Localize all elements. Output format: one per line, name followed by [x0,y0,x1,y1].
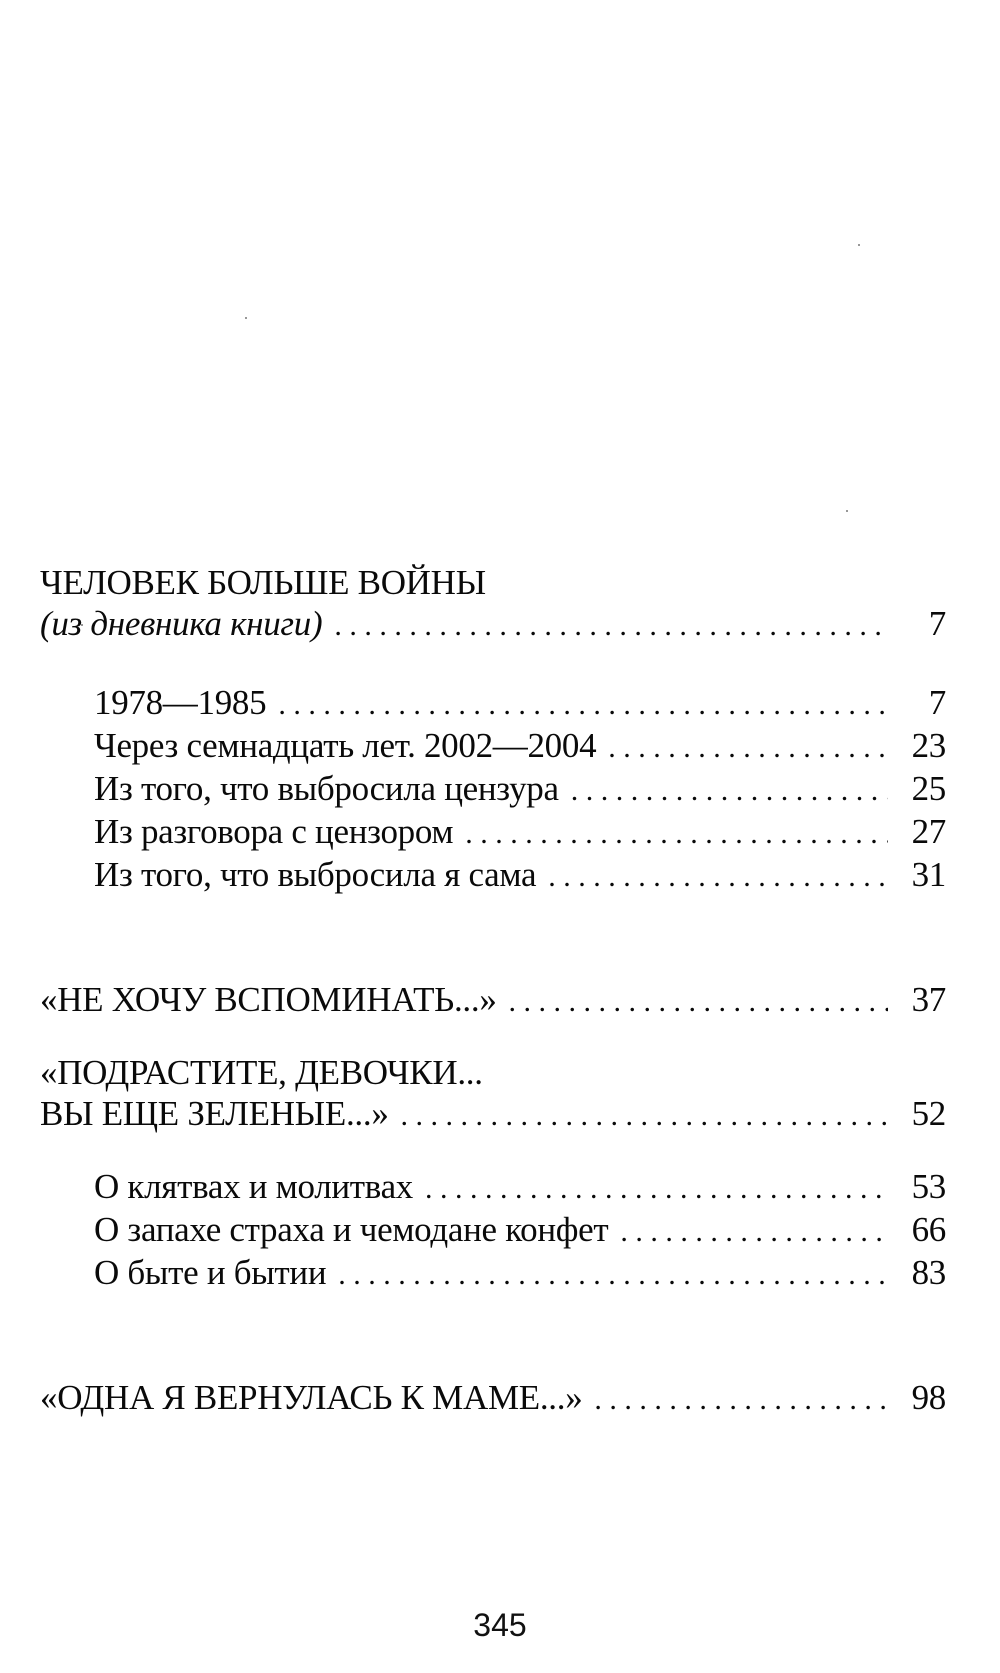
toc-entry-title: Через семнадцать лет. 2002—2004 [94,726,597,765]
dot-leader [594,1377,888,1420]
dot-leader [278,682,888,725]
toc-section-1-heading [40,562,946,603]
toc-entry-title: О клятвах и молитвах [94,1167,413,1206]
toc-page-number: 7 [928,604,946,643]
scan-speck [846,510,848,512]
toc-section-2-heading[interactable] [40,979,946,1022]
scan-speck [858,244,860,246]
toc-entry-title: Из того, что выбросила цензура [94,769,559,808]
dot-leader [548,854,888,897]
toc-section-title: «ПОДРАСТИТЕ, ДЕВОЧКИ... [40,1053,483,1092]
toc-entry-title: Из того, что выбросила я сама [94,855,537,894]
toc-page-number: 25 [911,769,946,808]
toc-entry-title: О быте и бытии [94,1253,327,1292]
toc-page-number: 23 [911,726,946,765]
dot-leader [334,603,888,646]
toc-section-title: «НЕ ХОЧУ ВСПОМИНАТЬ...» [40,980,497,1019]
toc-entry[interactable] [94,854,946,897]
toc-section-4-heading[interactable] [40,1377,946,1420]
toc-page-number: 66 [911,1210,946,1249]
toc-entry[interactable] [94,682,946,725]
dot-leader [338,1252,888,1295]
dot-leader [465,811,888,854]
dot-leader [571,768,888,811]
toc-section-3-heading [40,1052,946,1093]
scan-speck [245,317,247,319]
toc-entry[interactable] [94,811,946,854]
dot-leader [620,1209,888,1252]
page-number-folio: 345 [473,1607,527,1643]
toc-page-number: 31 [911,855,946,894]
toc-page-number: 98 [911,1378,946,1417]
dot-leader [509,979,888,1022]
toc-entry[interactable] [94,1209,946,1252]
toc-entry[interactable] [94,1166,946,1209]
toc-section-3-heading-continued[interactable] [40,1093,946,1136]
toc-page-number: 52 [911,1094,946,1133]
toc-page-number: 53 [911,1167,946,1206]
dot-leader [401,1093,888,1136]
toc-entry[interactable] [94,768,946,811]
toc-entry[interactable] [94,725,946,768]
toc-page-number: 27 [911,812,946,851]
toc-page-number: 83 [911,1253,946,1292]
toc-entry-title: Из разговора с цензором [94,812,454,851]
dot-leader [608,725,888,768]
table-of-contents [40,562,946,1420]
toc-section-title: «ОДНА Я ВЕРНУЛАСЬ К МАМЕ...» [40,1378,583,1417]
toc-entry-title: 1978—1985 [94,683,267,722]
toc-page-number: 37 [911,980,946,1019]
toc-entry-title: О запахе страха и чемодане конфет [94,1210,609,1249]
toc-section-title: ВЫ ЕЩЕ ЗЕЛЕНЫЕ...» [40,1094,389,1133]
dot-leader [425,1166,888,1209]
toc-page-number: 7 [928,683,946,722]
toc-entry[interactable] [94,1252,946,1295]
toc-section-subtitle: (из дневника книги) [40,604,323,643]
toc-section-title: ЧЕЛОВЕК БОЛЬШЕ ВОЙНЫ [40,563,486,602]
toc-section-1-subtitle-row[interactable] [40,603,946,646]
